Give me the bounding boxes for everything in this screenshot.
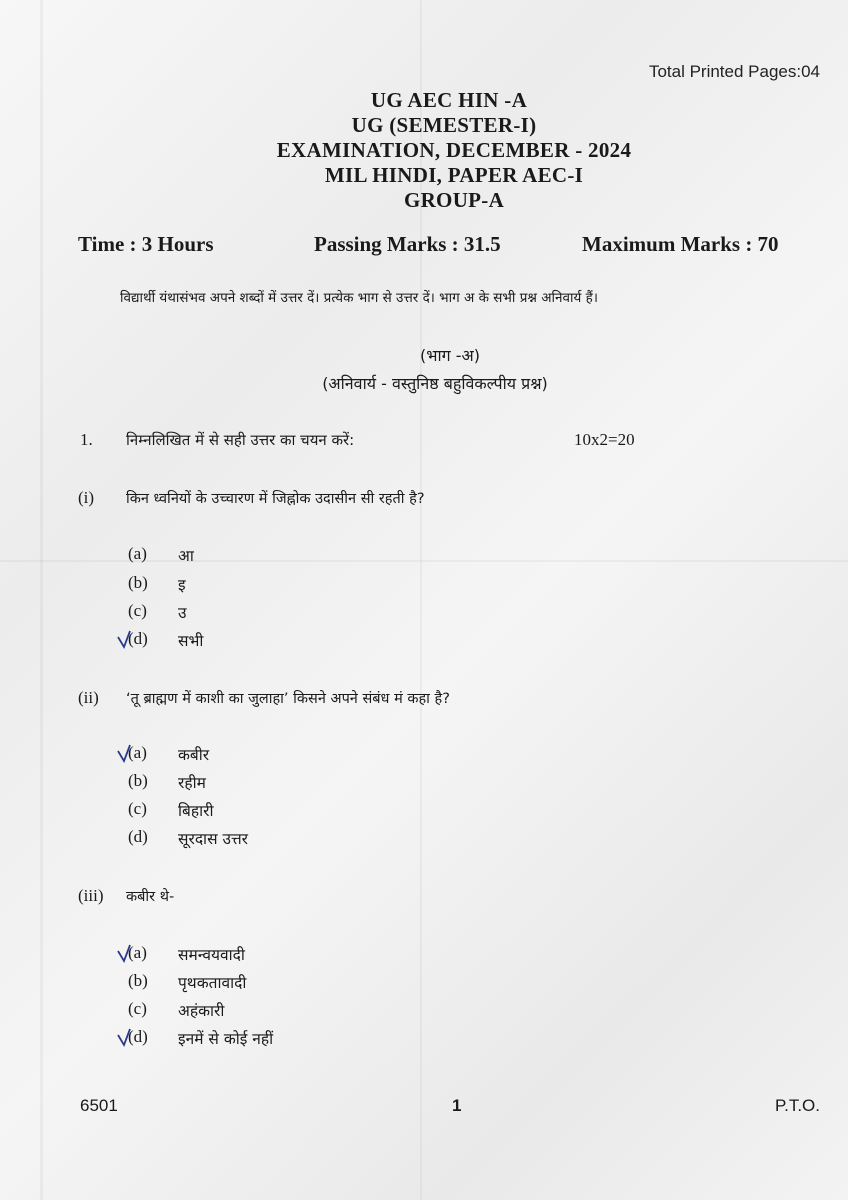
option-text: सूरदास उत्तर <box>178 830 249 848</box>
maximum-marks: Maximum Marks : 70 <box>582 232 779 256</box>
question-text: किन ध्वनियों के उच्चारण में जिह्नोक उदासीन सी रहती है? <box>126 491 425 507</box>
question-text: निम्नलिखित में से सही उत्तर का चयन करें: <box>126 431 355 449</box>
option-label: (b) <box>128 573 148 592</box>
paper-name: MIL HINDI, PAPER AEC-I <box>324 163 584 187</box>
option-text: आ <box>178 547 194 565</box>
option-label: (a) <box>128 743 147 762</box>
paper-number: 6501 <box>80 1096 118 1115</box>
option-label: (d) <box>128 827 148 846</box>
time-allowed: Time : 3 Hours <box>78 232 214 256</box>
paper-code: UG AEC HIN -A <box>370 88 528 112</box>
option-label: (a) <box>128 544 147 563</box>
instructions: विद्यार्थी यंथासंभव अपने शब्दों में उत्तर दें। प्रत्येक भाग से उत्तर दें। भाग अ के सभी प्रश्न अनिवार्य हैं। <box>120 290 598 306</box>
section-subtitle: (अनिवार्य - वस्तुनिष्ठ बहुविकल्पीय प्रश्न) <box>322 374 548 393</box>
question-text: ‘तू ब्राह्मण में काशी का जुलाहा’ किसने अपने संबंध मं कहा है? <box>126 691 450 707</box>
exam-title: EXAMINATION, DECEMBER - 2024 <box>276 138 632 162</box>
page-number: 1 <box>452 1096 462 1115</box>
option-label: (c) <box>128 799 147 818</box>
option-label: (b) <box>128 771 148 790</box>
question-text: कबीर थे- <box>126 889 175 905</box>
option-text: इ <box>178 576 186 594</box>
option-text: इनमें से कोई नहीं <box>178 1030 274 1048</box>
option-text: समन्वयवादी <box>178 946 245 964</box>
option-label: (b) <box>128 971 148 990</box>
section-title: (भाग -अ) <box>420 346 480 365</box>
question-marks: 10x2=20 <box>574 430 635 449</box>
passing-marks: Passing Marks : 31.5 <box>314 232 501 256</box>
option-text: रहीम <box>178 774 206 792</box>
option-text: बिहारी <box>178 802 214 820</box>
option-text: उ <box>178 604 187 622</box>
option-label: (c) <box>128 601 147 620</box>
option-text: कबीर <box>178 746 210 764</box>
option-text: सभी <box>178 632 204 650</box>
option-label: (d) <box>128 1027 148 1046</box>
option-label: (a) <box>128 943 147 962</box>
option-text: अहंकारी <box>178 1002 225 1020</box>
option-label: (c) <box>128 999 147 1018</box>
question-number: (i) <box>78 488 95 507</box>
group-name: GROUP-A <box>403 188 505 212</box>
section-heading <box>300 342 600 398</box>
question-number: 1. <box>80 430 93 449</box>
exam-header <box>0 88 848 213</box>
pto-label: P.T.O. <box>774 1096 820 1115</box>
option-label: (d) <box>128 629 148 648</box>
semester: UG (SEMESTER-I) <box>351 113 537 137</box>
option-text: पृथकतावादी <box>178 974 247 992</box>
total-printed-pages: Total Printed Pages:04 <box>648 62 820 81</box>
question-number: (ii) <box>78 688 99 707</box>
question-number: (iii) <box>78 886 104 905</box>
